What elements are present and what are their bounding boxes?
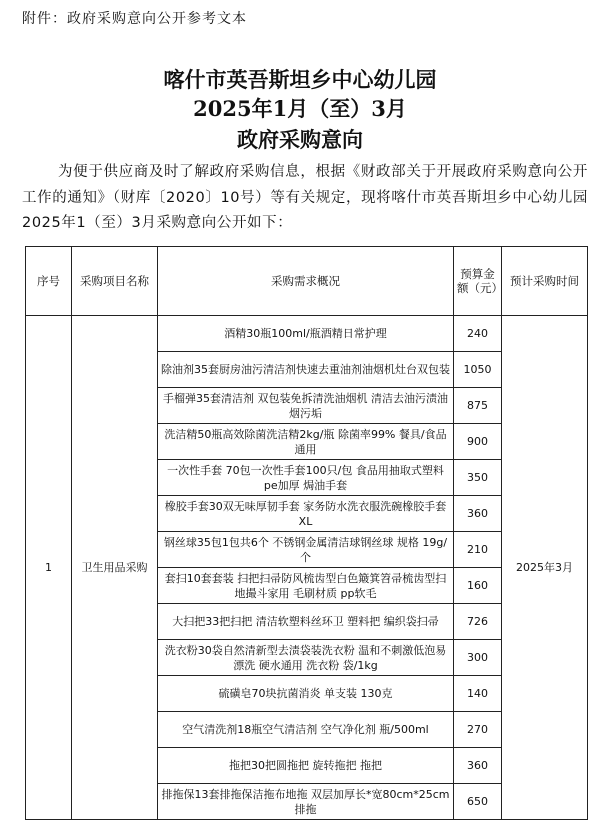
cell-budget: 875 [454,388,502,424]
header-seq: 序号 [26,247,72,316]
cell-description: 排拖保13套排拖保洁拖布地拖 双层加厚长*宽80cm*25cm 排拖 [158,784,454,820]
cell-description: 一次性手套 70包一次性手套100只/包 食品用抽取式塑料pe加厚 焗油手套 [158,460,454,496]
cell-description: 除油剂35套厨房油污清洁剂快速去重油剂油烟机灶台双包装 [158,352,454,388]
header-name: 采购项目名称 [72,247,158,316]
doc-title-line2: 2025年1月（至）3月 [193,96,407,121]
table-body [26,316,588,820]
header-desc: 采购需求概况 [158,247,454,316]
intro-paragraph [22,160,588,237]
table-header-row [26,247,588,316]
procurement-table [25,246,588,820]
cell-description: 手榴弹35套清洁剂 双包装免拆清洗油烟机 清洁去油污渍油烟污垢 [158,388,454,424]
cell-budget: 270 [454,712,502,748]
cell-description: 橡胶手套30双无味厚韧手套 家务防水洗衣服洗碗橡胶手套 XL [158,496,454,532]
cell-description: 洗衣粉30袋自然清新型去渍袋装洗衣粉 温和不刺激低泡易漂洗 硬水通用 洗衣粉 袋/1kg [158,640,454,676]
cell-budget: 360 [454,496,502,532]
header-budget: 预算金额（元） [454,247,502,316]
doc-title-line1: 喀什市英吾斯坦乡中心幼儿园 [163,67,437,92]
cell-budget: 726 [454,604,502,640]
cell-budget: 900 [454,424,502,460]
intro-text: 为便于供应商及时了解政府采购信息，根据《财政部关于开展政府采购意向公开工作的通知》（财库〔2020〕10号）等有关规定，现将喀什市英吾斯坦乡中心幼儿园2025年1（至）3月采购意向公开如下： [22,164,588,231]
cell-description: 大扫把33把扫把 清洁软塑料丝环卫 塑料把 编织袋扫帚 [158,604,454,640]
cell-budget: 240 [454,316,502,352]
attachment-label: 附件：政府采购意向公开参考文本 [22,11,247,27]
cell-budget: 350 [454,460,502,496]
cell-budget: 160 [454,568,502,604]
cell-budget: 650 [454,784,502,820]
header-time: 预计采购时间 [502,247,588,316]
cell-description: 硫磺皂70块抗菌消炎 单支装 130克 [158,676,454,712]
cell-budget: 210 [454,532,502,568]
cell-description: 钢丝球35包1包共6个 不锈钢金属清洁球钢丝球 规格 19g/个 [158,532,454,568]
cell-budget: 300 [454,640,502,676]
cell-budget: 140 [454,676,502,712]
table-row [26,316,588,352]
cell-project-name: 卫生用品采购 [72,316,158,820]
cell-description: 酒精30瓶100ml/瓶酒精日常护理 [158,316,454,352]
cell-description: 拖把30把圆拖把 旋转拖把 拖把 [158,748,454,784]
cell-description: 套扫10套套装 扫把扫帚防风梳齿型白色簸箕笤帚梳齿型扫地撮斗家用 毛刷材质 pp软毛 [158,568,454,604]
cell-seq: 1 [26,316,72,820]
cell-budget: 1050 [454,352,502,388]
cell-description: 洗洁精50瓶高效除菌洗洁精2kg/瓶 除菌率99% 餐具/食品通用 [158,424,454,460]
cell-budget: 360 [454,748,502,784]
doc-title-line3: 政府采购意向 [237,127,363,152]
cell-description: 空气清洗剂18瓶空气清洁剂 空气净化剂 瓶/500ml [158,712,454,748]
cell-expected-time: 2025年3月 [502,316,588,820]
